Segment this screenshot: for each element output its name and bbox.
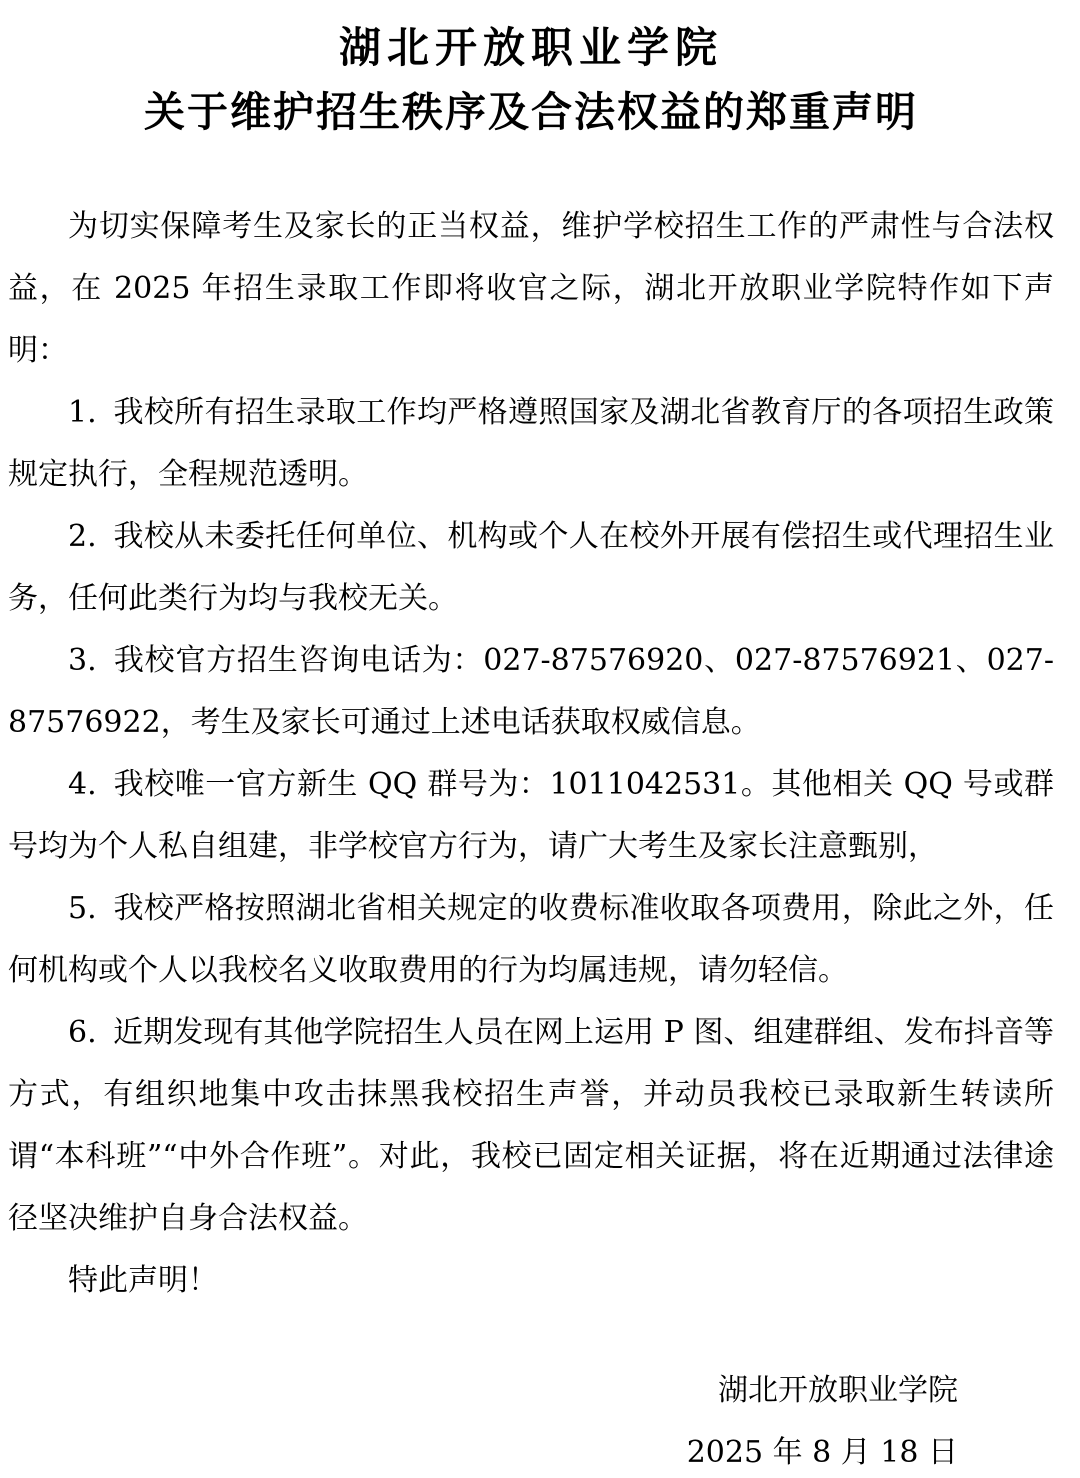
title-statement-subject: 关于维护招生秩序及合法权益的郑重声明 xyxy=(144,88,918,136)
statement-item-1 xyxy=(8,382,1054,506)
signature-date: 2025 年 8 月 18 日 xyxy=(686,1435,958,1470)
title-school-name: 湖北开放职业学院 xyxy=(338,23,723,72)
item-2-text: 我校从未委托任何单位、机构或个人在校外开展有偿招生或代理招生业务，任何此类行为均与我校无关。 xyxy=(8,519,1054,616)
item-4-number: 4. xyxy=(68,767,97,802)
statement-item-5 xyxy=(8,878,1054,1002)
statement-item-6 xyxy=(8,1002,1054,1250)
signature-school-name: 湖北开放职业学院 xyxy=(718,1373,958,1408)
statement-item-4 xyxy=(8,754,1054,878)
statement-item-3 xyxy=(8,630,1054,754)
signature-block xyxy=(8,1360,1054,1478)
closing-line: 特此声明！ xyxy=(68,1263,218,1298)
item-5-text: 我校严格按照湖北省相关规定的收费标准收取各项费用，除此之外，任何机构或个人以我校名义收取费用的行为均属违规，请勿轻信。 xyxy=(8,891,1054,988)
document-body xyxy=(8,196,1054,1312)
item-5-number: 5. xyxy=(68,891,97,926)
item-1-text: 我校所有招生录取工作均严格遵照国家及湖北省教育厅的各项招生政策规定执行，全程规范透明。 xyxy=(8,395,1054,492)
item-2-number: 2. xyxy=(68,519,97,554)
statement-item-2 xyxy=(8,506,1054,630)
document-title xyxy=(8,10,1054,144)
item-4-text: 我校唯一官方新生 QQ 群号为：1011042531。其他相关 QQ 号或群号均为个人私自组建，非学校官方行为，请广大考生及家长注意甄别， xyxy=(8,767,1054,864)
item-3-text: 我校官方招生咨询电话为：027-87576920、027-87576921、027-87576922，考生及家长可通过上述电话获取权威信息。 xyxy=(8,643,1054,740)
item-3-number: 3. xyxy=(68,643,97,678)
item-1-number: 1. xyxy=(68,395,97,430)
intro-paragraph: 为切实保障考生及家长的正当权益，维护学校招生工作的严肃性与合法权益，在 2025 年招生录取工作即将收官之际，湖北开放职业学院特作如下声明： xyxy=(8,209,1054,368)
item-6-text: 近期发现有其他学院招生人员在网上运用 P 图、组建群组、发布抖音等方式，有组织地集中攻击抹黑我校招生声誉，并动员我校已录取新生转读所谓“本科班”“中外合作班”。对此，我校已固定相关证据，将在近期通过法律途径坚决维护自身合法权益。 xyxy=(8,1015,1054,1236)
item-6-number: 6. xyxy=(68,1015,97,1050)
